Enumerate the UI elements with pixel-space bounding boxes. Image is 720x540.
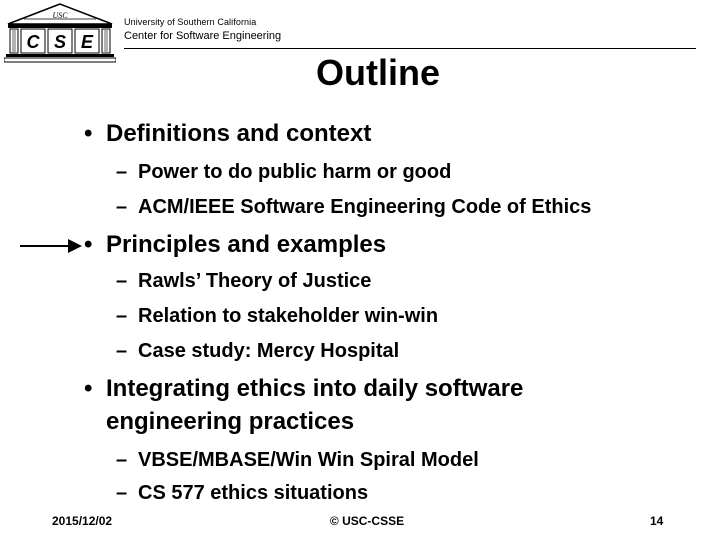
sub-bullet-text: ACM/IEEE Software Engineering Code of Ethics: [138, 196, 592, 218]
bullet-text-line-1: Integrating ethics into daily software: [106, 375, 524, 402]
bullet-text: Principles and examples: [106, 231, 387, 258]
bullet-text-line-2: engineering practices: [106, 408, 355, 435]
department-name: Center for Software Engineering: [124, 30, 282, 42]
bullet-dot-icon: •: [84, 375, 93, 402]
sub-bullet-text: CS 577 ethics situations: [138, 482, 369, 504]
dash-icon: –: [116, 270, 128, 292]
dash-icon: –: [116, 161, 128, 183]
sub-bullet-text: VBSE/MBASE/Win Win Spiral Model: [138, 449, 479, 471]
dash-icon: –: [116, 449, 128, 471]
header-divider: [124, 48, 696, 49]
bullet-text: Definitions and context: [106, 120, 372, 147]
sub-bullet-text: Relation to stakeholder win-win: [138, 305, 439, 327]
footer-date: 2015/12/02: [52, 514, 113, 528]
university-name: University of Southern California: [124, 17, 257, 27]
logo-letter-c: C: [26, 32, 40, 52]
sub-bullet-text: Rawls’ Theory of Justice: [138, 270, 372, 292]
logo-letter-e: E: [80, 32, 94, 52]
slide-title: Outline: [316, 52, 440, 93]
sub-bullet-text: Case study: Mercy Hospital: [138, 340, 400, 362]
svg-text:USC: USC: [52, 11, 68, 20]
dash-icon: –: [116, 305, 128, 327]
dash-icon: –: [116, 196, 128, 218]
page-number: 14: [650, 514, 664, 528]
footer-copyright: © USC-CSSE: [329, 514, 405, 528]
dash-icon: –: [116, 340, 128, 362]
bullet-dot-icon: •: [84, 231, 93, 258]
arrow-icon: [20, 236, 82, 256]
logo-letter-s: S: [53, 32, 67, 52]
sub-bullet-text: Power to do public harm or good: [138, 161, 452, 183]
bullet-dot-icon: •: [84, 120, 93, 147]
dash-icon: –: [116, 482, 128, 504]
